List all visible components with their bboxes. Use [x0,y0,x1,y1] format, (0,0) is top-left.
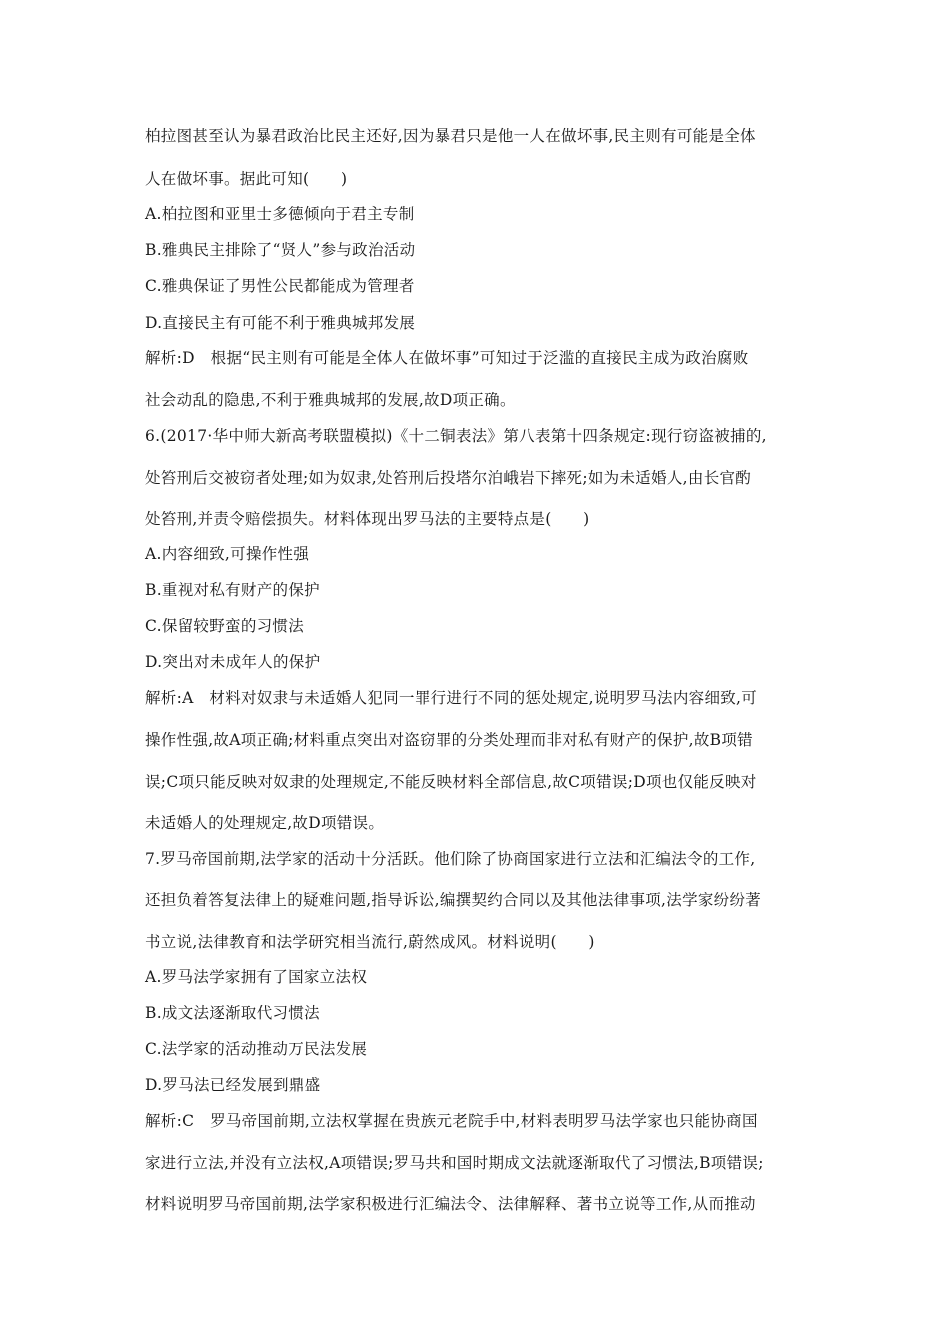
analysis-line: 家进行立法,并没有立法权,A项错误;罗马共和国时期成文法就逐渐取代了习惯法,B项错误; [145,1154,764,1172]
analysis-line: 误;C项只能反映对奴隶的处理规定,不能反映材料全部信息,故C项错误;D项也仅能反映对 [145,773,757,791]
option-line: A.柏拉图和亚里士多德倾向于君主专制 [145,205,415,223]
option-line: B.重视对私有财产的保护 [145,581,320,599]
question-line: 书立说,法律教育和法学研究相当流行,蔚然成风。材料说明( ) [145,933,595,951]
text-line: 柏拉图甚至认为暴君政治比民主还好,因为暴君只是他一人在做坏事,民主则有可能是全体 [145,127,756,145]
analysis-line: 未适婚人的处理规定,故D项错误。 [145,814,385,832]
option-line: B.雅典民主排除了“贤人”参与政治活动 [145,241,416,259]
question-line: 还担负着答复法律上的疑难问题,指导诉讼,编撰契约合同以及其他法律事项,法学家纷纷著 [145,891,762,909]
question-line: 处笞刑,并责令赔偿损失。材料体现出罗马法的主要特点是( ) [145,510,590,528]
option-line: D.突出对未成年人的保护 [145,653,321,671]
analysis-line: 社会动乱的隐患,不利于雅典城邦的发展,故D项正确。 [145,391,516,409]
option-line: C.雅典保证了男性公民都能成为管理者 [145,277,415,295]
analysis-line: 材料说明罗马帝国前期,法学家积极进行汇编法令、法律解释、著书立说等工作,从而推动 [145,1195,756,1213]
question-line: 6.(2017·华中师大新高考联盟模拟)《十二铜表法》第八表第十四条规定:现行窃盗被捕的, [145,427,767,445]
question-line: 7.罗马帝国前期,法学家的活动十分活跃。他们除了协商国家进行立法和汇编法令的工作, [145,850,756,868]
text-line: 人在做坏事。据此可知( ) [145,170,348,188]
option-line: D.直接民主有可能不利于雅典城邦发展 [145,314,416,332]
option-line: C.保留较野蛮的习惯法 [145,617,305,635]
option-line: A.罗马法学家拥有了国家立法权 [145,968,368,986]
question-line: 处笞刑后交被窃者处理;如为奴隶,处笞刑后投塔尔泊峨岩下摔死;如为未适婚人,由长官酌 [145,469,752,487]
analysis-line: 解析:C 罗马帝国前期,立法权掌握在贵族元老院手中,材料表明罗马法学家也只能协商国 [145,1112,758,1130]
option-line: A.内容细致,可操作性强 [145,545,310,563]
analysis-line: 解析:D 根据“民主则有可能是全体人在做坏事”可知过于泛滥的直接民主成为政治腐败 [145,349,749,367]
analysis-line: 操作性强,故A项正确;材料重点突出对盗窃罪的分类处理而非对私有财产的保护,故B项错 [145,731,753,749]
option-line: C.法学家的活动推动万民法发展 [145,1040,368,1058]
option-line: B.成文法逐渐取代习惯法 [145,1004,320,1022]
option-line: D.罗马法已经发展到鼎盛 [145,1076,321,1094]
analysis-line: 解析:A 材料对奴隶与未适婚人犯同一罪行进行不同的惩处规定,说明罗马法内容细致,可 [145,689,758,707]
